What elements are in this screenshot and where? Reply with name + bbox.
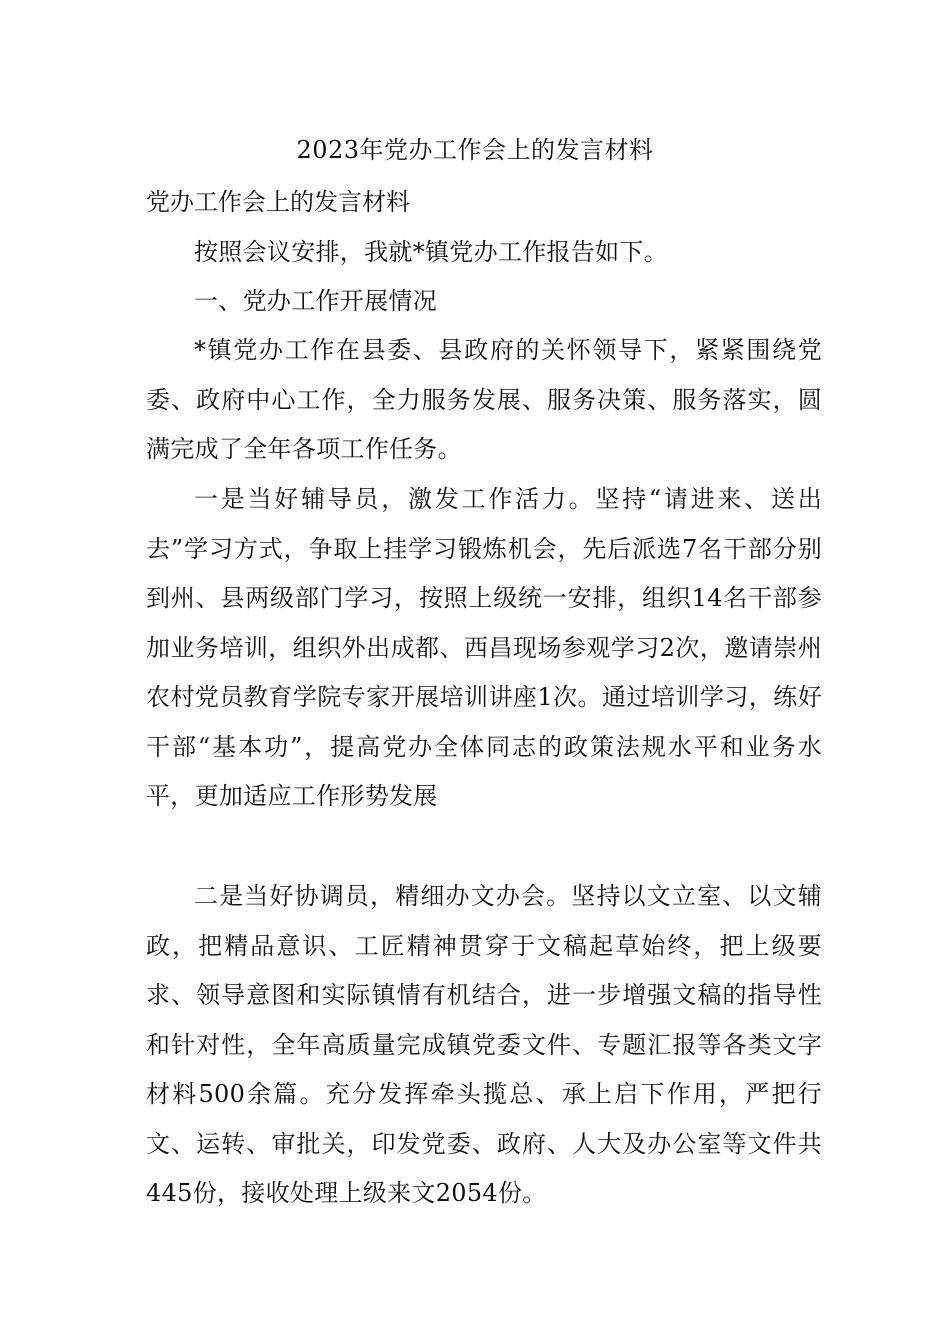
paragraph-point-1: 一是当好辅导员，激发工作活力。坚持“请进来、送出去”学习方式，争取上挂学习锻炼机会，先后派选7名干部分别到州、县两级部门学习，按照上级统一安排，组织14名干部参加业务培训，组织外出成都、西昌现场参观学习2次，邀请崇州农村党员教育学院专家开展培训讲座1次。通过培训学习，练好干部“基本功”，提高党办全体同志的政策法规水平和业务水平，更加适应工作形势发展 [146, 485, 822, 810]
paragraph-overview: *镇党办工作在县委、县政府的关怀领导下，紧紧围绕党委、政府中心工作，全力服务发展、服务决策、服务落实，圆满完成了全年各项工作任务。 [146, 336, 822, 463]
paragraph-intro: 按照会议安排，我就*镇党办工作报告如下。 [194, 238, 668, 266]
paragraph-point-2: 二是当好协调员，精细办文办会。坚持以文立室、以文辅政，把精品意识、工匠精神贯穿于文稿起草始终，把上级要求、领导意图和实际镇情有机结合，进一步增强文稿的指导性和针对性，全年高质量完成镇党委文件、专题汇报等各类文字材料500余篇。充分发挥牵头揽总、承上启下作用，严把行文、运转、审批关，印发党委、政府、人大及办公室等文件共445份，接收处理上级来文2054份。 [146, 882, 822, 1207]
section-heading-1: 一、党办工作开展情况 [194, 287, 437, 315]
document-subtitle: 党办工作会上的发言材料 [146, 188, 410, 216]
document-title: 2023年党办工作会上的发言材料 [296, 136, 654, 164]
